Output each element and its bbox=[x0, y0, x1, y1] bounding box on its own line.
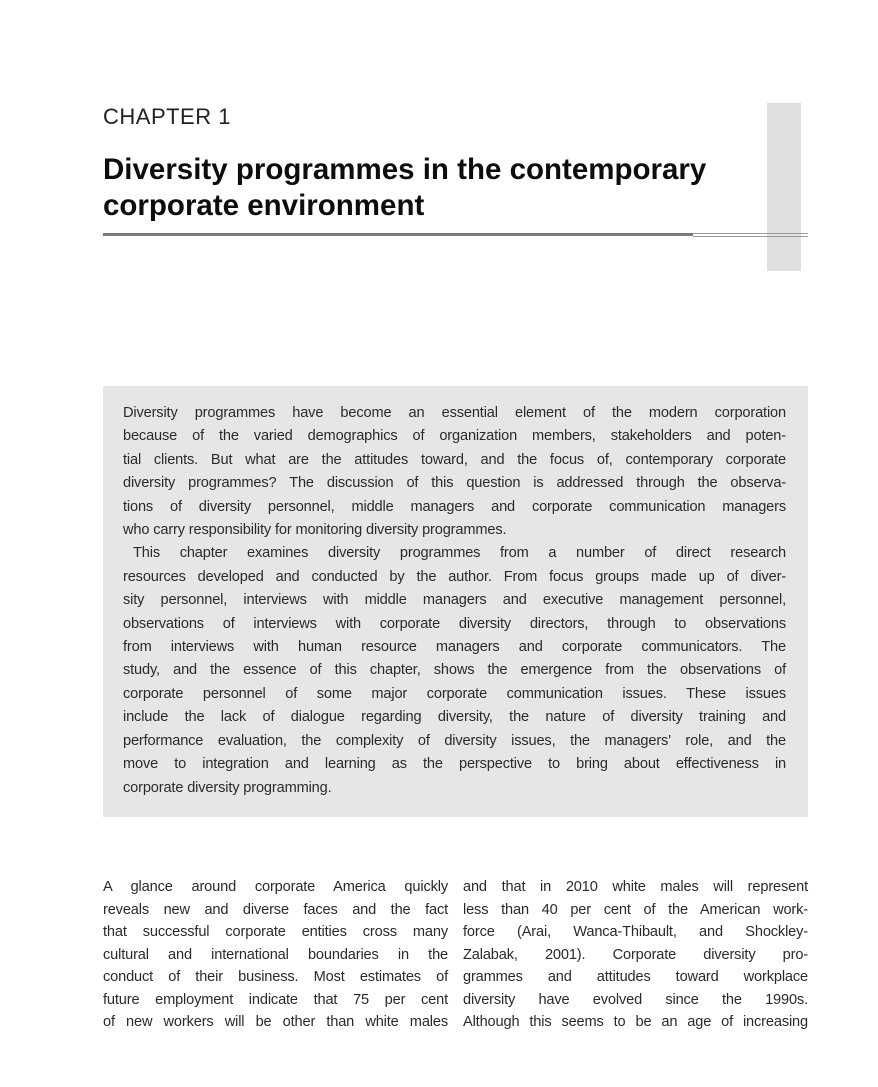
text-line: resources developed and conducted by the author. From focus groups made up of diver- bbox=[123, 568, 786, 585]
text-line: This chapter examines diversity programmes from a number of direct research bbox=[133, 545, 786, 562]
text-line: future employment indicate that 75 per cent bbox=[103, 991, 448, 1008]
text-line: grammes and attitudes toward workplace bbox=[463, 969, 808, 985]
text-line: conduct of their business. Most estimates of bbox=[103, 969, 448, 985]
text-line: Diversity programmes have become an essential element of the modern corporation bbox=[123, 405, 786, 421]
text-line: sity personnel, interviews with middle managers and executive management personnel, bbox=[123, 592, 786, 609]
text-line: corporate personnel of some major corporate communication issues. These issues bbox=[123, 685, 786, 702]
text-line: study, and the essence of this chapter, shows the emergence from the observations of bbox=[123, 662, 786, 679]
text-line: of new workers will be other than white males bbox=[103, 1014, 448, 1030]
body-column-left bbox=[103, 876, 448, 1034]
text-line: performance evaluation, the complexity of diversity issues, the managers' role, and the bbox=[123, 732, 786, 749]
text-line: Zalabak, 2001). Corporate diversity pro- bbox=[463, 946, 808, 963]
text-line: and that in 2010 white males will represent bbox=[463, 879, 808, 895]
title-rule bbox=[103, 233, 693, 236]
text-line: because of the varied demographics of organization members, stakeholders and poten- bbox=[123, 428, 786, 445]
abstract-text bbox=[123, 402, 786, 800]
text-line: tions of diversity personnel, middle managers and corporate communication managers bbox=[123, 498, 786, 515]
text-line: diversity programmes? The discussion of this question is addressed through the observa- bbox=[123, 475, 786, 492]
text-line: that successful corporate entities cross many bbox=[103, 924, 448, 940]
chapter-tab-marker bbox=[767, 103, 801, 271]
text-line: less than 40 per cent of the American work- bbox=[463, 901, 808, 918]
text-line: A glance around corporate America quickly bbox=[103, 879, 448, 895]
text-line: observations of interviews with corporate diversity directors, through to observations bbox=[123, 615, 786, 632]
text-line: move to integration and learning as the perspective to bring about effectiveness in bbox=[123, 756, 786, 773]
title-rule-thin bbox=[693, 233, 808, 234]
text-line: reveals new and diverse faces and the fact bbox=[103, 901, 448, 918]
text-line: from interviews with human resource managers and corporate communicators. The bbox=[123, 639, 786, 656]
chapter-title-line: Diversity programmes in the contemporary bbox=[103, 153, 707, 186]
text-line: diversity have evolved since the 1990s. bbox=[463, 991, 808, 1008]
title-rule-thin bbox=[693, 236, 808, 237]
text-line: Although this seems to be an age of increasing bbox=[463, 1014, 808, 1030]
text-line: force (Arai, Wanca-Thibault, and Shockley- bbox=[463, 924, 808, 940]
chapter-label: CHAPTER 1 bbox=[103, 104, 231, 129]
text-line: tial clients. But what are the attitudes toward, and the focus of, contemporary corporate bbox=[123, 451, 786, 468]
body-column-right bbox=[463, 876, 808, 1034]
text-line: corporate diversity programming. bbox=[123, 779, 332, 796]
text-line: who carry responsibility for monitoring diversity programmes. bbox=[123, 522, 507, 539]
chapter-title-line: corporate environment bbox=[103, 189, 425, 222]
chapter-abstract-box bbox=[103, 386, 808, 817]
text-line: include the lack of dialogue regarding diversity, the nature of diversity training and bbox=[123, 709, 786, 726]
text-line: cultural and international boundaries in the bbox=[103, 946, 448, 963]
chapter-title bbox=[103, 152, 706, 224]
